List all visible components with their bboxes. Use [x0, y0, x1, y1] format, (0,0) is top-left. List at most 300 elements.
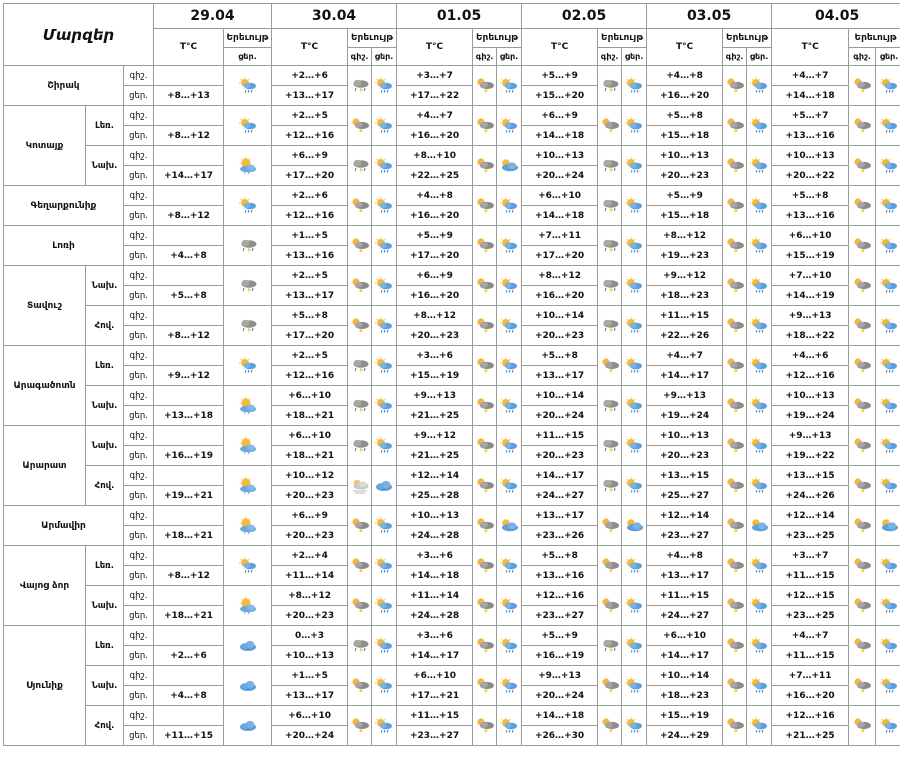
phenomenon-cell: [473, 226, 497, 266]
phenomenon-cell: [876, 346, 900, 386]
temperature-cell: +3…+6: [397, 626, 473, 646]
partly-cloudy-icon: [498, 517, 520, 534]
sun-storm-icon: [599, 517, 621, 534]
phenomenon-cell: [598, 506, 622, 546]
temperature-cell: +18…+21: [154, 526, 224, 546]
table-row: [4, 666, 900, 686]
temperature-cell: +9…+13: [772, 306, 849, 326]
sun-storm-icon: [851, 437, 873, 454]
sun-rain-icon: [373, 557, 395, 574]
temperature-cell: +26…+30: [522, 726, 598, 746]
night-subheader: գիշ.: [723, 48, 747, 66]
temperature-cell: [154, 706, 224, 726]
phenomenon-cell: [622, 586, 647, 626]
temperature-cell: +14…+19: [772, 286, 849, 306]
sun-rain-icon: [498, 597, 520, 614]
sun-storm-icon: [724, 477, 746, 494]
sun-storm-icon: [474, 717, 496, 734]
sun-storm-icon: [474, 557, 496, 574]
phenomenon-cell: [473, 146, 497, 186]
temperature-cell: +11…+15: [647, 586, 723, 606]
temperature-cell: +11…+15: [154, 726, 224, 746]
region-name: Արագածոտն: [4, 346, 86, 426]
temperature-cell: +10…+13: [522, 146, 598, 166]
temperature-cell: +22…+26: [647, 326, 723, 346]
temperature-cell: +10…+13: [772, 386, 849, 406]
rain-cloud-icon: [237, 317, 259, 334]
phenomenon-cell: [224, 66, 272, 106]
sun-storm-icon: [349, 557, 371, 574]
phenomenon-cell: [372, 546, 397, 586]
subregion-name: Լեռ.: [86, 106, 124, 146]
subregion-name: Նախ.: [86, 386, 124, 426]
phenomenon-cell: [224, 706, 272, 746]
temperature-cell: [154, 546, 224, 566]
temperature-cell: +4…+8: [397, 186, 473, 206]
temperature-cell: [154, 466, 224, 486]
phenomenon-cell: [622, 66, 647, 106]
sun-rain-icon: [373, 277, 395, 294]
time-of-day: գիշ.: [124, 346, 154, 366]
sun-storm-icon: [724, 717, 746, 734]
temperature-cell: [154, 266, 224, 286]
temperature-cell: +4…+7: [772, 626, 849, 646]
temperature-cell: +16…+19: [522, 646, 598, 666]
sun-rain-icon: [878, 717, 900, 734]
temperature-cell: +3…+6: [397, 346, 473, 366]
temperature-cell: +12…+16: [772, 706, 849, 726]
table-row: [4, 546, 900, 566]
cloud-icon: [237, 677, 259, 694]
sun-storm-icon: [599, 117, 621, 134]
phenomenon-cell: [849, 506, 876, 546]
temperature-cell: +1…+5: [272, 666, 348, 686]
phenomenon-cell: [849, 306, 876, 346]
day-subheader: ցեր.: [372, 48, 397, 66]
sun-rain-icon: [623, 117, 645, 134]
sun-rain-icon: [748, 357, 770, 374]
temperature-cell: +12…+16: [522, 586, 598, 606]
phenomenon-cell: [348, 666, 372, 706]
table-row: [4, 346, 900, 366]
phenomenon-cell: [224, 226, 272, 266]
temperature-cell: +20…+23: [647, 166, 723, 186]
partly-cloudy-icon: [623, 517, 645, 534]
phenomenon-cell: [348, 186, 372, 226]
subregion-name: Նախ.: [86, 266, 124, 306]
phenomenon-cell: [723, 346, 747, 386]
sun-rain-icon: [748, 317, 770, 334]
sun-rain-icon: [498, 637, 520, 654]
phenomenon-cell: [372, 266, 397, 306]
phenomenon-cell: [598, 106, 622, 146]
table-row: [4, 66, 900, 86]
temperature-cell: +23…+26: [522, 526, 598, 546]
phenomenon-cell: [747, 466, 772, 506]
phenomenon-cell: [598, 666, 622, 706]
subregion-name: Նախ.: [86, 666, 124, 706]
phenomenon-cell: [224, 586, 272, 626]
phenomenon-header: Երեւույթ: [598, 29, 647, 48]
phenomenon-cell: [348, 306, 372, 346]
rain-cloud-icon: [599, 637, 621, 654]
temperature-cell: +12…+16: [772, 366, 849, 386]
phenomenon-cell: [747, 626, 772, 666]
temperature-cell: +1…+5: [272, 226, 348, 246]
sun-storm-icon: [349, 717, 371, 734]
sun-rain-icon: [498, 717, 520, 734]
temperature-cell: +9…+13: [772, 426, 849, 446]
phenomenon-cell: [876, 626, 900, 666]
temperature-cell: +24…+28: [397, 526, 473, 546]
temperature-cell: +5…+9: [522, 66, 598, 86]
temperature-cell: +15…+20: [522, 86, 598, 106]
phenomenon-cell: [224, 426, 272, 466]
sun-cloud-icon: [237, 517, 259, 534]
sun-rain-icon: [498, 237, 520, 254]
sun-rain-icon: [237, 77, 259, 94]
temperature-cell: +10…+12: [272, 466, 348, 486]
time-of-day: ցեր.: [124, 326, 154, 346]
phenomenon-cell: [747, 346, 772, 386]
cloud-icon: [237, 717, 259, 734]
time-of-day: ցեր.: [124, 446, 154, 466]
time-of-day: գիշ.: [124, 546, 154, 566]
phenomenon-cell: [473, 186, 497, 226]
phenomenon-cell: [747, 506, 772, 546]
phenomenon-header: Երեւույթ: [224, 29, 272, 48]
phenomenon-cell: [876, 706, 900, 746]
temperature-cell: +15…+19: [647, 706, 723, 726]
table-row: [4, 226, 900, 246]
sun-rain-icon: [498, 677, 520, 694]
sun-rain-icon: [748, 477, 770, 494]
temperature-cell: +13…+17: [647, 566, 723, 586]
table-row: [4, 306, 900, 326]
phenomenon-cell: [747, 666, 772, 706]
phenomenon-cell: [348, 626, 372, 666]
temperature-cell: +5…+9: [397, 226, 473, 246]
sun-storm-icon: [851, 317, 873, 334]
sun-rain-icon: [498, 317, 520, 334]
sun-storm-icon: [599, 717, 621, 734]
temperature-cell: +22…+25: [397, 166, 473, 186]
regions-header: Մարզեր: [4, 4, 154, 66]
time-of-day: ցեր.: [124, 566, 154, 586]
temperature-cell: +16…+20: [522, 286, 598, 306]
phenomenon-cell: [224, 306, 272, 346]
sun-rain-icon: [748, 277, 770, 294]
temperature-cell: [154, 226, 224, 246]
phenomenon-cell: [723, 706, 747, 746]
sun-storm-icon: [474, 397, 496, 414]
temperature-cell: +6…+10: [647, 626, 723, 646]
sun-rain-icon: [623, 277, 645, 294]
rain-cloud-icon: [349, 77, 371, 94]
sun-rain-icon: [623, 637, 645, 654]
phenomenon-cell: [747, 426, 772, 466]
phenomenon-cell: [598, 426, 622, 466]
phenomenon-cell: [598, 706, 622, 746]
time-of-day: ցեր.: [124, 486, 154, 506]
sun-rain-icon: [623, 77, 645, 94]
temperature-cell: +9…+13: [647, 386, 723, 406]
temperature-cell: [154, 106, 224, 126]
temperature-cell: +7…+10: [772, 266, 849, 286]
sun-rain-icon: [373, 117, 395, 134]
temperature-cell: +5…+8: [272, 306, 348, 326]
phenomenon-cell: [849, 626, 876, 666]
region-name: Լոռի: [4, 226, 124, 266]
phenomenon-cell: [372, 586, 397, 626]
temperature-cell: +10…+13: [272, 646, 348, 666]
temperature-cell: +16…+20: [647, 86, 723, 106]
phenomenon-cell: [372, 146, 397, 186]
date-header: 01.05: [397, 4, 522, 29]
temperature-cell: +6…+9: [522, 106, 598, 126]
temperature-cell: +15…+19: [397, 366, 473, 386]
sun-storm-icon: [724, 677, 746, 694]
sun-storm-icon: [724, 557, 746, 574]
time-of-day: գիշ.: [124, 226, 154, 246]
phenomenon-cell: [372, 306, 397, 346]
region-name: Գեղարքունիք: [4, 186, 124, 226]
temperature-cell: +6…+10: [522, 186, 598, 206]
partly-cloudy-icon: [748, 517, 770, 534]
phenomenon-cell: [747, 706, 772, 746]
region-name: Տավուշ: [4, 266, 86, 346]
sun-rain-icon: [878, 237, 900, 254]
temperature-cell: +11…+14: [272, 566, 348, 586]
phenomenon-cell: [849, 546, 876, 586]
time-of-day: ցեր.: [124, 526, 154, 546]
phenomenon-cell: [876, 386, 900, 426]
sun-storm-icon: [349, 517, 371, 534]
temp-header: T°C: [647, 29, 723, 66]
phenomenon-cell: [224, 666, 272, 706]
temperature-cell: +11…+15: [647, 306, 723, 326]
phenomenon-cell: [497, 106, 522, 146]
time-of-day: գիշ.: [124, 66, 154, 86]
phenomenon-cell: [473, 66, 497, 106]
temperature-cell: +4…+8: [647, 66, 723, 86]
phenomenon-cell: [723, 546, 747, 586]
sun-storm-icon: [474, 637, 496, 654]
temperature-cell: +16…+20: [397, 206, 473, 226]
cloud-icon: [373, 477, 395, 494]
sun-storm-icon: [724, 157, 746, 174]
sun-cloud-icon: [237, 597, 259, 614]
rain-cloud-icon: [599, 397, 621, 414]
phenomenon-cell: [747, 146, 772, 186]
sun-rain-icon: [878, 397, 900, 414]
phenomenon-cell: [747, 386, 772, 426]
date-header: 30.04: [272, 4, 397, 29]
temperature-cell: +19…+24: [772, 406, 849, 426]
phenomenon-cell: [622, 306, 647, 346]
temperature-cell: +5…+7: [772, 106, 849, 126]
sun-storm-icon: [851, 357, 873, 374]
temperature-cell: +12…+14: [772, 506, 849, 526]
phenomenon-cell: [723, 106, 747, 146]
temperature-cell: +11…+15: [772, 566, 849, 586]
temperature-cell: +18…+23: [647, 686, 723, 706]
temperature-cell: +6…+9: [272, 506, 348, 526]
temperature-cell: +5…+9: [647, 186, 723, 206]
phenomenon-cell: [723, 426, 747, 466]
sun-rain-icon: [748, 397, 770, 414]
temp-header: T°C: [272, 29, 348, 66]
phenomenon-cell: [497, 626, 522, 666]
temperature-cell: +14…+18: [772, 86, 849, 106]
table-row: [4, 586, 900, 606]
rain-cloud-icon: [599, 437, 621, 454]
temperature-cell: +4…+8: [647, 546, 723, 566]
table-row: [4, 266, 900, 286]
sun-rain-icon: [748, 77, 770, 94]
temperature-cell: +14…+17: [647, 646, 723, 666]
region-name: Սյունիք: [4, 626, 86, 746]
sun-rain-icon: [623, 477, 645, 494]
phenomenon-cell: [224, 546, 272, 586]
sun-storm-icon: [851, 517, 873, 534]
temperature-cell: +13…+15: [772, 466, 849, 486]
time-of-day: գիշ.: [124, 106, 154, 126]
phenomenon-cell: [747, 546, 772, 586]
phenomenon-cell: [723, 306, 747, 346]
sun-rain-icon: [498, 77, 520, 94]
temperature-cell: +4…+7: [647, 346, 723, 366]
sun-storm-icon: [724, 397, 746, 414]
sun-rain-icon: [623, 197, 645, 214]
temperature-cell: +12…+15: [772, 586, 849, 606]
time-of-day: գիշ.: [124, 586, 154, 606]
temperature-cell: +3…+6: [397, 546, 473, 566]
phenomenon-cell: [849, 66, 876, 106]
phenomenon-cell: [849, 106, 876, 146]
temperature-cell: +23…+27: [397, 726, 473, 746]
phenomenon-cell: [622, 706, 647, 746]
phenomenon-cell: [876, 66, 900, 106]
temperature-cell: +18…+22: [772, 326, 849, 346]
sun-rain-icon: [498, 397, 520, 414]
phenomenon-header: Երեւույթ: [348, 29, 397, 48]
temperature-cell: +13…+16: [522, 566, 598, 586]
temperature-cell: +14…+18: [522, 126, 598, 146]
sun-rain-icon: [878, 197, 900, 214]
sun-storm-icon: [474, 597, 496, 614]
sun-storm-icon: [724, 197, 746, 214]
time-of-day: գիշ.: [124, 146, 154, 166]
sun-storm-icon: [851, 197, 873, 214]
phenomenon-cell: [473, 106, 497, 146]
sun-rain-icon: [237, 357, 259, 374]
phenomenon-cell: [473, 586, 497, 626]
temperature-cell: +6…+10: [272, 706, 348, 726]
rain-cloud-icon: [349, 397, 371, 414]
phenomenon-cell: [747, 106, 772, 146]
sun-rain-icon: [748, 117, 770, 134]
temperature-cell: +14…+18: [522, 206, 598, 226]
phenomenon-cell: [497, 586, 522, 626]
phenomenon-cell: [224, 146, 272, 186]
temperature-cell: 0…+3: [272, 626, 348, 646]
partly-cloudy-icon: [878, 517, 900, 534]
sun-rain-icon: [498, 277, 520, 294]
forecast-table: [3, 3, 900, 746]
temperature-cell: +8…+12: [154, 326, 224, 346]
subregion-name: Հով.: [86, 706, 124, 746]
sun-storm-icon: [724, 277, 746, 294]
temperature-cell: +19…+23: [647, 246, 723, 266]
sun-rain-icon: [373, 717, 395, 734]
phenomenon-cell: [497, 706, 522, 746]
table-row: [4, 146, 900, 166]
time-of-day: ցեր.: [124, 726, 154, 746]
sun-rain-icon: [748, 197, 770, 214]
temperature-cell: +8…+12: [522, 266, 598, 286]
time-of-day: ցեր.: [124, 206, 154, 226]
region-name: Արարատ: [4, 426, 86, 506]
sun-rain-icon: [373, 397, 395, 414]
time-of-day: ցեր.: [124, 646, 154, 666]
temperature-cell: +20…+24: [522, 406, 598, 426]
sun-rain-icon: [878, 557, 900, 574]
phenomenon-cell: [723, 466, 747, 506]
sun-rain-icon: [373, 637, 395, 654]
phenomenon-cell: [876, 506, 900, 546]
phenomenon-cell: [876, 106, 900, 146]
temperature-cell: +18…+23: [647, 286, 723, 306]
temperature-cell: +2…+5: [272, 346, 348, 366]
temperature-cell: +9…+13: [397, 386, 473, 406]
phenomenon-cell: [473, 426, 497, 466]
phenomenon-cell: [849, 266, 876, 306]
cloud-icon: [237, 637, 259, 654]
rain-cloud-icon: [349, 637, 371, 654]
phenomenon-cell: [622, 506, 647, 546]
sun-storm-icon: [851, 157, 873, 174]
temperature-cell: +20…+24: [522, 166, 598, 186]
phenomenon-cell: [849, 466, 876, 506]
temperature-cell: +9…+12: [647, 266, 723, 286]
phenomenon-cell: [372, 226, 397, 266]
phenomenon-cell: [876, 146, 900, 186]
time-of-day: գիշ.: [124, 506, 154, 526]
sun-storm-icon: [724, 117, 746, 134]
temperature-cell: [154, 506, 224, 526]
phenomenon-cell: [747, 266, 772, 306]
time-of-day: գիշ.: [124, 186, 154, 206]
temperature-cell: +19…+21: [154, 486, 224, 506]
sun-rain-icon: [878, 597, 900, 614]
day-subheader: ցեր.: [224, 48, 272, 66]
sun-storm-icon: [851, 77, 873, 94]
phenomenon-cell: [497, 666, 522, 706]
phenomenon-cell: [497, 506, 522, 546]
sun-rain-icon: [878, 117, 900, 134]
temperature-cell: +8…+12: [154, 126, 224, 146]
temperature-cell: +10…+14: [647, 666, 723, 686]
sun-rain-icon: [878, 277, 900, 294]
table-row: [4, 506, 900, 526]
temperature-cell: [154, 626, 224, 646]
phenomenon-cell: [348, 226, 372, 266]
phenomenon-cell: [497, 66, 522, 106]
phenomenon-cell: [598, 626, 622, 666]
phenomenon-cell: [622, 226, 647, 266]
sun-storm-icon: [599, 677, 621, 694]
